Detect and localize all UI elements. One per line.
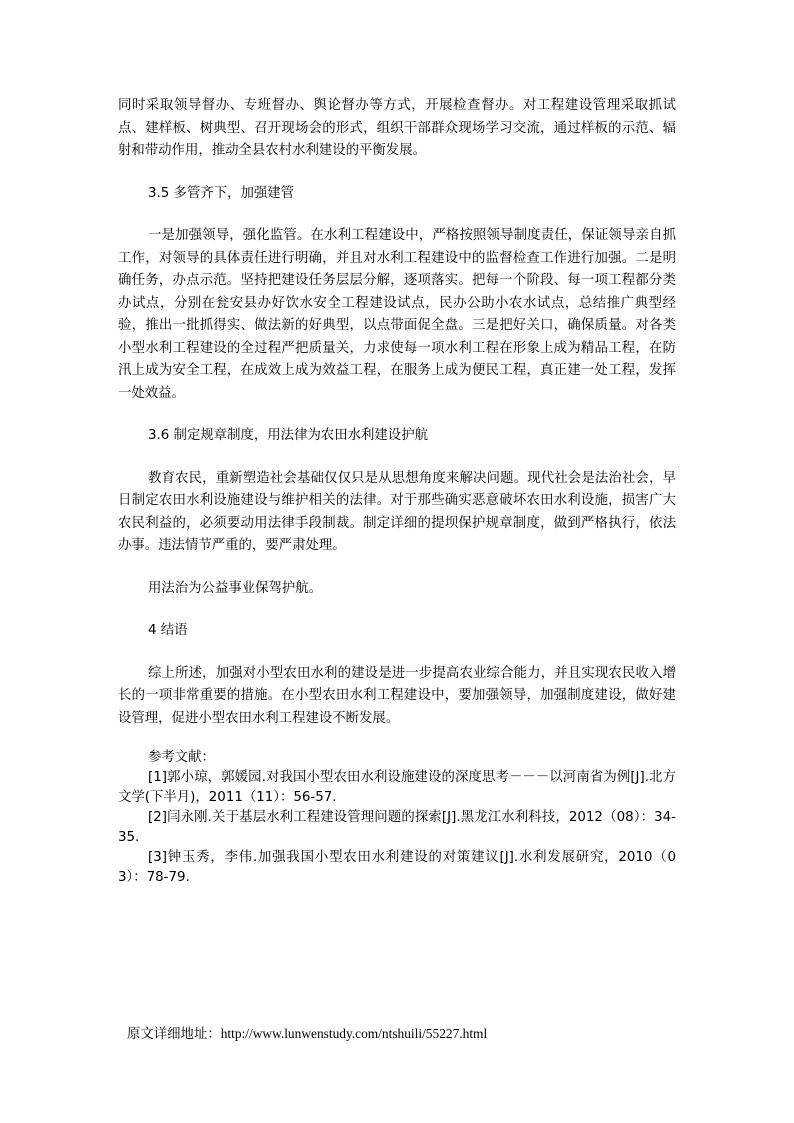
paragraph-3-6: 教育农民，重新塑造社会基础仅仅只是从思想角度来解决问题。现代社会是法治社会，早日制定农田水利设施建设与维护相关的法律。对于那些确实恶意破坏农田水利设施，损害广大农民利益的，必须要动用法律手段制裁。制定详细的提坝保护规章制度，做到严格执行，依法办事。违法情节严重的，要严肃处理。: [118, 470, 676, 553]
section-heading-4: 4 结语: [148, 623, 188, 638]
section-heading-3-6: 3.6 制定规章制度，用法律为农田水利建设护航: [148, 428, 428, 443]
references-title: 参考文献：: [148, 750, 215, 765]
paragraph-conclusion: 综上所述，加强对小型农田水利的建设是进一步提高农业综合能力，并且实现农民收入增长的一项非常重要的措施。在小型农田水利工程建设中，要加强领导，加强制度建设，做好建设管理，促进小型农田水利工程建设不断发展。: [118, 665, 676, 726]
paragraph-rule-of-law: 用法治为公益事业保驾护航。: [148, 580, 323, 596]
reference-item: [3]钟玉秀，李伟.加强我国小型农田水利建设的对策建议[J].水利发展研究，2010（03）：78-79.: [118, 850, 676, 885]
source-url-link[interactable]: http://www.lunwenstudy.com/ntshuili/55227.html: [220, 1026, 488, 1041]
section-heading-3-5: 3.5 多管齐下，加强建管: [148, 185, 295, 201]
source-label: 原文详细地址：: [127, 1027, 221, 1042]
paragraph-continuation: 同时采取领导督办、专班督办、舆论督办等方式，开展检查督办。对工程建设管理采取抓试点、建样板、树典型、召开现场会的形式，组织干部群众现场学习交流，通过样板的示范、辐射和带动作用，推动全县农村水利建设的平衡发展。: [118, 98, 676, 158]
reference-item: [2]闫永刚.关于基层水利工程建设管理问题的探索[J].黑龙江水利科技，2012（08）：34-35.: [118, 810, 676, 845]
reference-item: [1]郭小琼，郭媛园.对我国小型农田水利设施建设的深度思考－－－以河南省为例[J].北方文学(下半月)，2011（11）：56-57.: [118, 770, 676, 805]
document-body: [118, 95, 676, 888]
paragraph-3-5: 一是加强领导，强化监管。在水利工程建设中，严格按照领导制度责任，保证领导亲自抓工作，对领导的具体责任进行明确，并且对水利工程建设中的监督检查工作进行加强。二是明确任务，办点示范。坚持把建设任务层层分解，逐项落实。把每一个阶段、每一项工程都分类办试点，分别在瓮安县办好饮水安全工程建设试点，民办公助小农水试点，总结推广典型经验，推出一批抓得实、做法新的好典型，以点带面促全盘。三是把好关口，确保质量。对各类小型水利工程建设的全过程严把质量关，力求使每一项水利工程在形象上成为精品工程，在防汛上成为安全工程，在成效上成为效益工程，在服务上成为便民工程，真正建一处工程，发挥一处效益。: [118, 228, 676, 401]
source-link-footer: [127, 1024, 487, 1045]
